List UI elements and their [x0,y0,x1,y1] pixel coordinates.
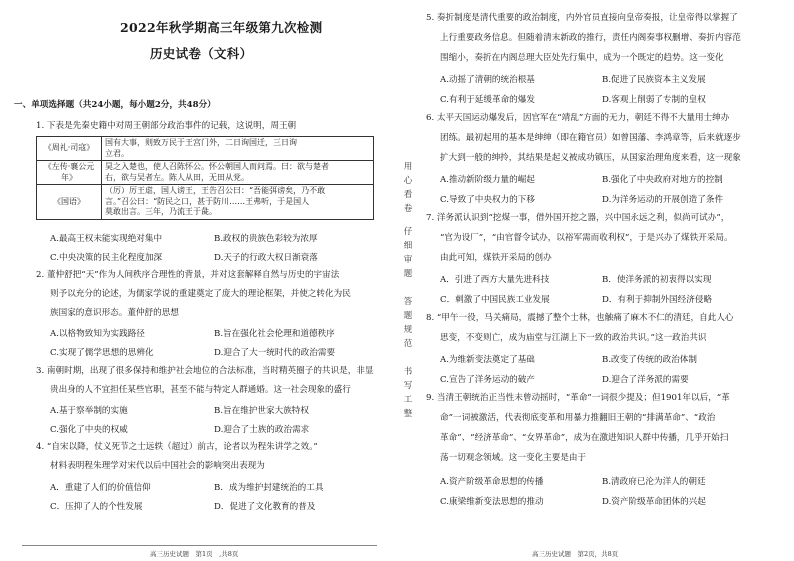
q5-option-b[interactable]: B.促进了民族资本主义发展 [602,75,706,85]
q9-option-a[interactable]: A.资产阶级革命思想的传播 [440,477,544,487]
cell-line: 莫敢出言。三年，乃流王于彘。 [105,207,217,216]
q9-stem-line: 革命”、“经济革命”、“女界革命”，成为在激进知识人群中传播，几乎开始扫 [440,433,729,443]
q1-option-a[interactable]: A.最高王权未能实现绝对集中 [50,234,163,244]
q3-option-c[interactable]: C.强化了中央的权威 [50,425,128,435]
q1-option-c[interactable]: C.中央决策的民主化程度加深 [50,253,163,263]
gutter-text-2: 仔 细 审 题 [403,227,413,279]
q8-option-a[interactable]: A.为维新变法奠定了基础 [440,355,535,365]
q2-option-b[interactable]: B.旨在强化社会伦理和道德秩序 [214,329,335,339]
q9-option-d[interactable]: D.资产阶级革命团体的兴起 [602,497,706,507]
cell-line: 言。”召公曰：“防民之口，甚于防川……王弗听，于是国人 [105,196,310,206]
cell-line: 立君。 [105,148,129,158]
cell-line: 国有大事，则致万民于王宫门外，二日询国迁，三日询 [105,138,297,147]
q6-option-d[interactable]: D.为洋务运动的开展创造了条件 [602,195,724,205]
q6-option-c[interactable]: C.导致了中央权力的下移 [440,195,535,205]
q3-stem-line: 贵出身的人不宜担任某些官职，甚至不能与特定人群通婚。这一社会现象的盛行 [50,385,351,395]
q7-stem-line: 7. 洋务派认识到“挖煤一事，借外国开挖之器，兴中国永远之利，似尚可试办”， [426,213,730,223]
exam-title: 2022年秋学期高三年级第九次检测 [120,20,323,35]
page-footer: 高三历史试题 第1页 ,共8页 [150,550,239,558]
q8-option-d[interactable]: D.迎合了洋务派的需要 [602,375,689,385]
q9-option-b[interactable]: B.清政府已沦为洋人的朝廷 [602,477,706,487]
q8-stem-line: 思变，不变则亡，成为庙堂与江湖上下一致的政治共识。”这一政治共识 [440,333,707,343]
q7-stem-line: 由此可知，煤铁开采局的创办 [440,253,552,263]
q5-option-a[interactable]: A.动摇了清朝的统治根基 [440,75,535,85]
q8-option-c[interactable]: C.宣告了洋务运动的破产 [440,375,535,385]
q7-option-a[interactable]: A．引进了西方大量先进科技 [440,275,550,285]
q9-stem-line: 9. 当清王朝统治正当性未曾动摇时，“革命”一词很少提及；但1901年以后，“革 [426,393,730,403]
cell-line: 昊之入楚也，使人召陈怀公。怀公朝国人而问焉。曰：欲与楚者 [105,162,329,171]
table-row [37,137,374,161]
q2-option-a[interactable]: A.以格物致知为实践路径 [50,329,145,339]
q8-stem-line: 8. “甲午一役，马关痛局，震撼了整个士林，也触痛了麻木不仁的清廷，自此人心 [426,313,734,323]
q2-stem-line: 2. 董仲舒把“天”作为人间秩序合理性的背景，并对这套解释自然与历史的宇宙法 [36,270,340,280]
q4-stem-line: 4. “自宋以降，仗义死节之士远轶（超过）前古，论者以为程朱讲学之效。” [36,442,318,452]
cell-line: 右，欲与吴者左。陈人从田，无田从党。 [105,172,249,182]
q2-option-d[interactable]: D.迎合了大一统时代的政治需要 [214,348,336,358]
q1-option-d[interactable]: D.天子的行政大权日渐衰落 [214,253,318,263]
q4-option-d[interactable]: D．促进了文化教育的普及 [214,502,316,512]
q5-stem-line: 围缩小，奏折在内阁总理大臣处先行集中，成为一个既定的趋势。这一变化 [440,53,724,63]
q7-option-b[interactable]: B．使洋务派的初衷得以实现 [602,275,712,285]
right-page [422,0,794,561]
q5-stem-line: 上行重要政务信息。但随着清末新政的推行，责任内阁奏事权删增、奏折内容范 [440,33,741,43]
q5-option-d[interactable]: D.客观上削弱了专制的皇权 [602,95,706,105]
q4-option-a[interactable]: A．重建了人们的价值信仰 [50,483,151,493]
q6-stem-line: 扩大到一般的绅拎，其结果是起义被成功镇压，从国家治理角度来看，这一现象 [440,153,741,163]
q2-option-c[interactable]: C.实现了儒学思想的思辨化 [50,348,154,358]
q7-option-d[interactable]: D．有利于抑制外国经济侵略 [602,295,713,305]
cell-line: （厉）厉王虐，国人谤王，王告召公曰：“吾能弭谤矣，乃不敢 [105,186,326,195]
q6-option-a[interactable]: A.推动新阶级力量的崛起 [440,175,535,185]
q3-stem-line: 3. 南朝时期，出现了很多保持和维护社会地位的合法标准，当时精英圈子的共识是，非显 [36,366,374,376]
q3-option-b[interactable]: B.旨在维护世家大族特权 [214,406,309,416]
q6-stem-line: 6. 太平天国运动爆发后，因官军在“靖乱”方面的无力，朝廷不得不大量用士绅办 [426,113,730,123]
q3-option-a[interactable]: A.基于察举制的实施 [50,406,128,416]
q4-option-c[interactable]: C．压抑了人的个性发展 [50,502,143,512]
q6-option-b[interactable]: B.强化了中央政府对地方的控制 [602,175,723,185]
table-cell-source: 《周礼·司寇》 [37,137,102,161]
q2-stem-line: 则予以充分的论述，为儒家学说的重建奠定了庞大的理论框架，并使之转化为民 [50,289,351,299]
gutter-text-3: 答 题 规 范 [403,297,413,349]
gutter-text-1: 用 心 看 卷 [403,162,413,214]
gutter-text-4: 书 写 工 整 [403,367,413,419]
q1-stem: 1. 下表是先秦史籍中对周王朝部分政治事件的记载，这说明，周王朝 [36,121,297,131]
table-cell-source: 《左传·襄公元年》 [37,161,102,185]
q9-option-c[interactable]: C.康梁维新变法思想的推动 [440,497,544,507]
exam-subtitle: 历史试卷（文科） [150,46,253,61]
q7-stem-line: “官为设厂”，“由官督令试办，以裕军需而收利权”，于是兴办了煤铁开采局。 [440,233,733,243]
q9-stem-line: 荡一切观念领域。这一变化主要是由于 [440,453,587,463]
q4-option-b[interactable]: B．成为维护封建统治的工具 [214,483,324,493]
q5-stem-line: 5. 奏折制度是清代重要的政治制度，内外官员直接向皇帝奏报，让皇帝得以掌握了 [426,13,738,23]
q7-option-c[interactable]: C．刺激了中国民族工业发展 [440,295,550,305]
q6-stem-line: 团练。最初起用的基本是绅绅（即在籍官员）如曾国藩、李鸿章等，后来就逐步 [440,133,741,143]
q5-option-c[interactable]: C.有利于延缓革命的爆发 [440,95,535,105]
q2-stem-line: 族国家的意识形态。董仲舒的思想 [50,308,179,318]
footer-divider [22,545,377,546]
q4-stem-line: 材料表明程朱理学对宋代以后中国社会的影响突出表现为 [50,461,265,471]
q1-option-b[interactable]: B.政权的贵族色彩较为浓厚 [214,234,318,244]
q8-option-b[interactable]: B.改变了传统的政治体制 [602,355,697,365]
q3-option-d[interactable]: D.迎合了士族的政治需求 [214,425,310,435]
q1-source-table [36,136,374,220]
table-row [37,185,374,220]
page-footer: 高三历史试题 第2页，共8页 [532,550,619,558]
table-cell-source: 《国语》 [37,185,102,220]
section-heading: 一、单项选择题（共24小题，每小题2分，共48分） [14,100,216,110]
table-row [37,161,374,185]
q9-stem-line: 命”一词被激活，代表彻底变革和用暴力推翻旧王朝的“排满革命”、“政治 [440,413,716,423]
table-cell-text [102,161,374,185]
table-cell-text [102,185,374,220]
table-cell-text [102,137,374,161]
left-page [0,0,388,561]
